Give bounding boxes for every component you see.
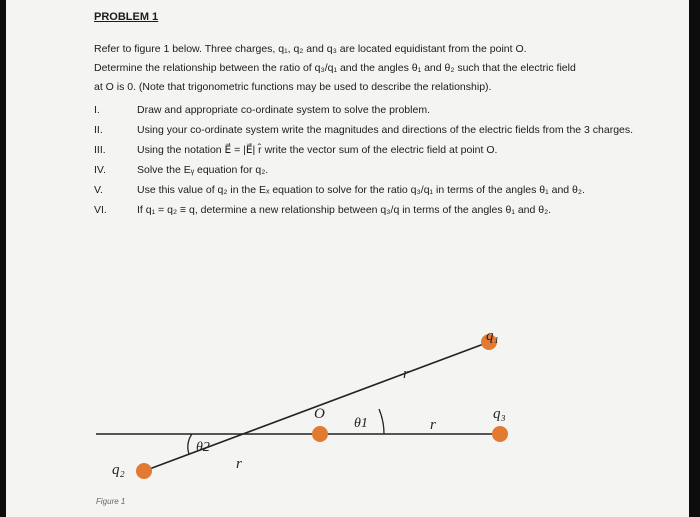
figure-1-diagram [6,0,689,517]
intro-line-3: at O is 0. (Note that trigonometric functions may be used to describe the relationship). [94,81,492,93]
task-number: II. [94,124,103,136]
document-page [6,0,689,517]
task-text: Draw and appropriate co-ordinate system to solve the problem. [137,104,430,116]
task-text: Using your co-ordinate system write the magnitudes and directions of the electric fields from the 3 charges. [137,124,634,136]
label-r-lower: r [236,456,242,472]
task-number: VI. [94,204,107,216]
task-number: III. [94,144,106,156]
charge-q2 [136,463,152,479]
theta2-arc [188,434,192,454]
label-theta1: θ1 [354,416,368,431]
figure-caption: Figure 1 [96,497,126,506]
intro-line-1: Refer to figure 1 below. Three charges, q₁, q₂ and q₃ are located equidistant from the point O. [94,43,527,55]
intro-line-2: Determine the relationship between the ratio of q₃/q₁ and the angles θ₁ and θ₂ such that the electric field [94,62,576,74]
task-number: IV. [94,164,106,176]
label-theta2: θ2 [196,440,210,455]
task-number: I. [94,104,100,116]
problem-title: PROBLEM 1 [94,11,159,23]
label-q2: q₂ [112,462,125,478]
label-origin: O [314,406,325,422]
task-text: Use this value of q₂ in the Eₓ equation to solve for the ratio q₃/q₁ in terms of the angles θ₁ and θ₂. [137,184,585,196]
task-text: If q₁ = q₂ ≡ q, determine a new relationship between q₃/q in terms of the angles θ₁ and θ₂. [137,204,552,216]
task-text: Solve the Eᵧ equation for q₂. [137,164,269,176]
task-text: Using the notation E⃗ = |E⃗| r̂ write the vector sum of the electric field at point O. [137,144,498,156]
theta1-arc [379,409,384,434]
label-q1: q₁ [486,328,499,344]
label-r-upper: r [403,366,409,382]
task-number: V. [94,184,103,196]
label-q3: q₃ [493,406,506,422]
charge-q3 [492,426,508,442]
label-r-right: r [430,417,436,433]
charge-origin [312,426,328,442]
